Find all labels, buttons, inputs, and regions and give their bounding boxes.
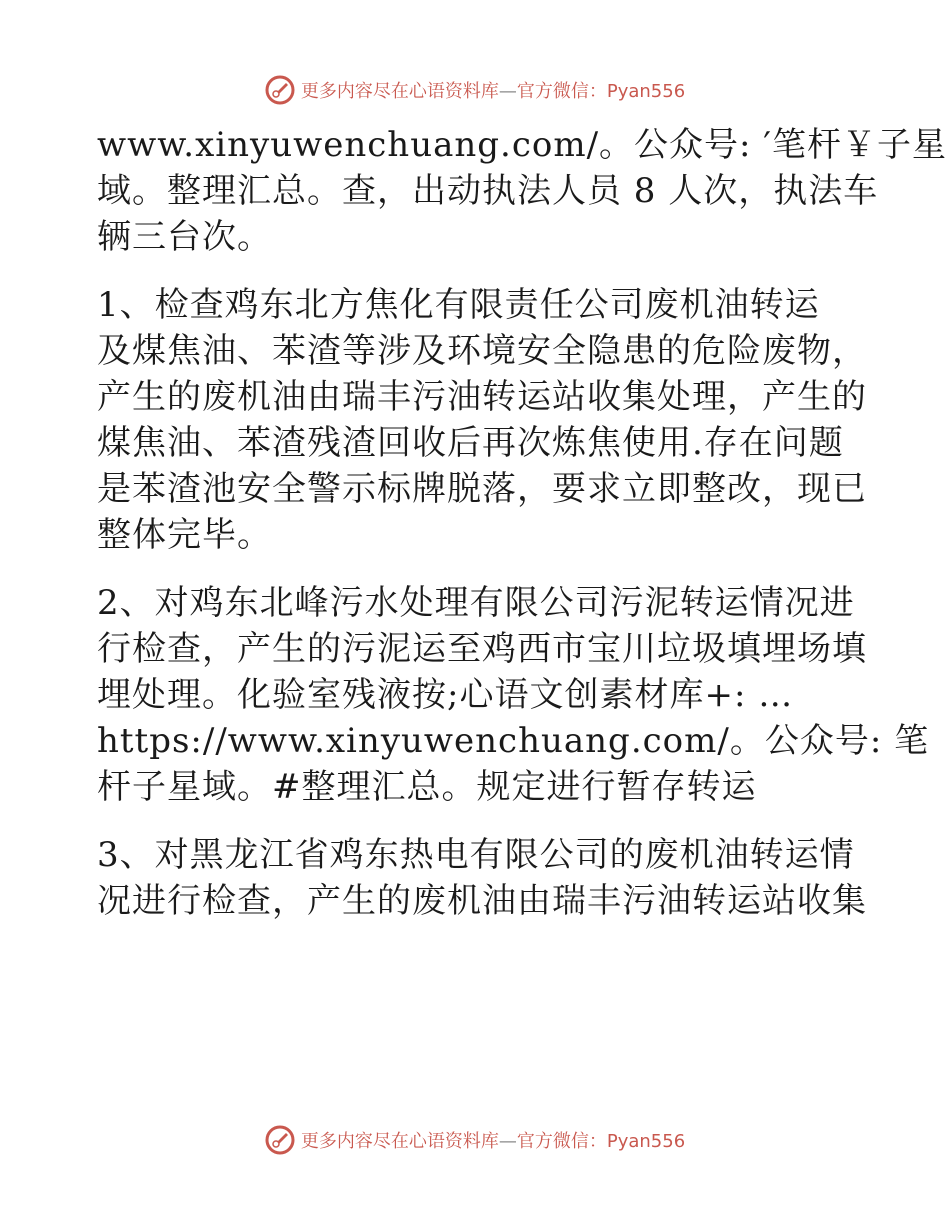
paragraph-3	[97, 580, 930, 810]
text-line: 况进行检查，产生的废机油由瑞丰污油转运站收集	[97, 881, 867, 921]
text-line: 煤焦油、苯渣残渣回收后再次炼焦使用.存在问题	[97, 423, 844, 463]
text-line: 1、检查鸡东北方焦化有限责任公司废机油转运	[97, 285, 820, 325]
watermark-brand: 更多内容尽在心语资料库	[300, 1131, 499, 1152]
watermark-account: Pyan556	[606, 1131, 686, 1152]
text-line: https://www.xinyuwenchuang.com/。公众号: 笔	[97, 721, 930, 761]
text-line: 是苯渣池安全警示标牌脱落，要求立即整改，现已	[97, 469, 867, 509]
paragraph-4	[97, 832, 867, 924]
paragraph-1	[97, 122, 948, 260]
text-line: 及煤焦油、苯渣等涉及环境安全隐患的危险废物，	[97, 331, 867, 371]
text-line: 3、对黑龙江省鸡东热电有限公司的废机油转运情	[97, 835, 855, 875]
watermark-separator: —	[498, 81, 517, 102]
text-line: 域。整理汇总。查，出动执法人员 8 人次，执法车	[97, 171, 879, 211]
watermark-text	[301, 77, 685, 103]
watermark-separator: —	[498, 1131, 517, 1152]
text-line: 产生的废机油由瑞丰污油转运站收集处理，产生的	[97, 377, 867, 417]
watermark-brand: 更多内容尽在心语资料库	[300, 81, 499, 102]
watermark-official: 官方微信：	[516, 81, 607, 102]
text-line: 埋处理。化验室残液按;心语文创素材库+: …	[97, 675, 794, 715]
watermark-text	[301, 1127, 685, 1153]
text-line: 行检查，产生的污泥运至鸡西市宝川垃圾填埋场填	[97, 629, 867, 669]
brand-logo-icon	[265, 75, 295, 105]
text-line: www.xinyuwenchuang.com/。公众号: ′笔杆￥子星	[97, 125, 948, 165]
header-watermark	[0, 70, 950, 110]
text-line: 杆子星域。#整理汇总。规定进行暂存转运	[97, 767, 757, 807]
document-body	[97, 122, 948, 924]
text-line: 2、对鸡东北峰污水处理有限公司污泥转运情况进	[97, 583, 855, 623]
text-line: 整体完毕。	[97, 515, 272, 555]
paragraph-2	[97, 282, 867, 558]
text-line: 辆三台次。	[97, 217, 272, 257]
watermark-official: 官方微信：	[516, 1131, 607, 1152]
footer-watermark	[0, 1120, 950, 1160]
watermark-account: Pyan556	[606, 81, 686, 102]
brand-logo-icon	[265, 1125, 295, 1155]
